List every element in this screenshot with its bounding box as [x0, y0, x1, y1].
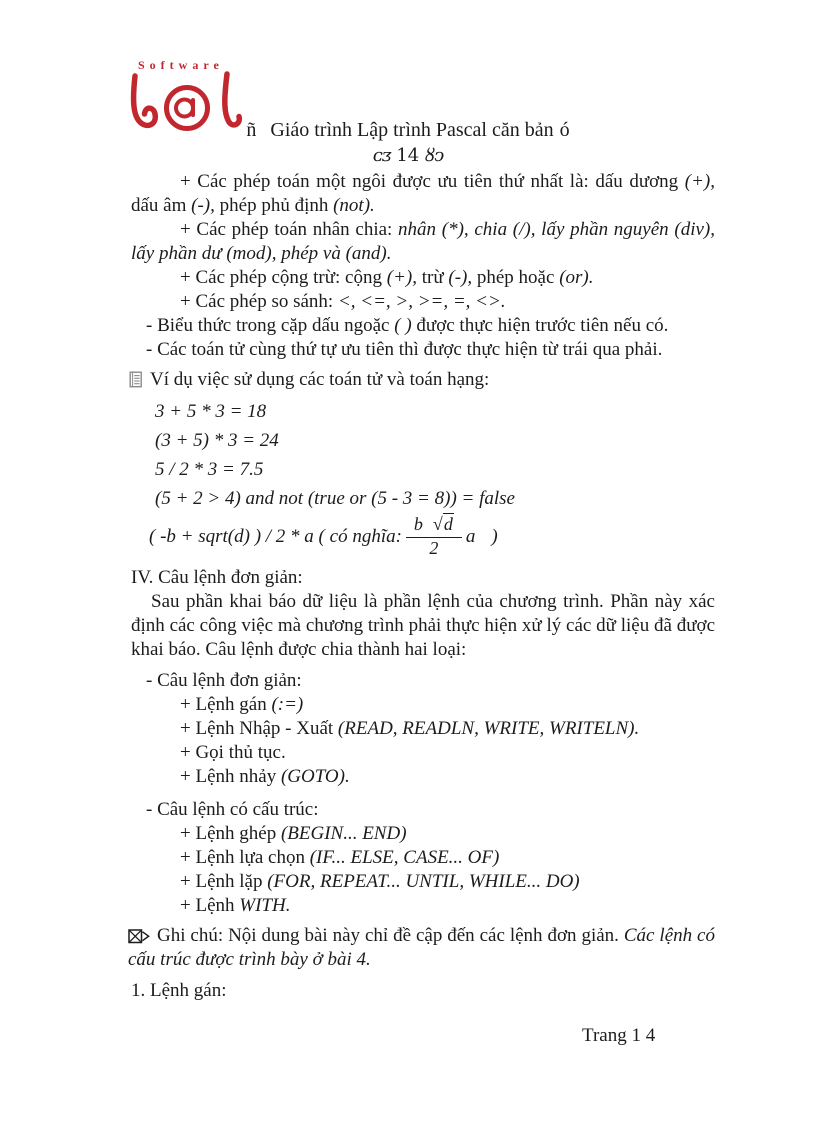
- section-heading: IV. Câu lệnh đơn giản:: [131, 567, 303, 588]
- page-number-ornament: [0, 145, 816, 166]
- formula-close-paren: ): [491, 526, 498, 547]
- paragraph: [131, 218, 715, 266]
- radical-sign: √: [432, 514, 443, 535]
- content-column: [128, 170, 715, 1003]
- note-paragraph: [128, 924, 715, 972]
- text-run: + Lệnh lặp: [180, 871, 268, 892]
- text-run: + Lệnh ghép: [180, 823, 281, 844]
- paragraph: [131, 846, 715, 870]
- text-run: + Các phép toán nhân chia:: [180, 219, 399, 240]
- paragraph: [131, 314, 715, 338]
- text-run: - Câu lệnh có cấu trúc:: [146, 799, 319, 820]
- paragraph: [131, 870, 715, 894]
- paragraph: [131, 338, 715, 362]
- text-run: + Lệnh Nhập - Xuất: [180, 718, 338, 739]
- paragraph: [131, 717, 715, 741]
- formula-prefix: ( -b + sqrt(d) ) / 2 * a ( có nghĩa:: [149, 526, 402, 547]
- page-number-decorated: 14: [396, 145, 420, 166]
- text-run: <, <=, >, >=, =, <>.: [337, 291, 506, 312]
- text-run: - Biểu thức trong cặp dấu ngoặc: [146, 315, 395, 336]
- square-root: [433, 514, 454, 534]
- fraction: [406, 515, 462, 559]
- text-run: Ghi chú: Nội dung bài này chỉ đề cập đến các lệnh đơn giản.: [157, 925, 624, 946]
- text-run: phép hoặc: [472, 267, 560, 288]
- logo-software-text: Software: [138, 58, 224, 72]
- example-line: 3 + 5 * 3 = 18: [155, 401, 267, 422]
- text-run: (not).: [333, 195, 375, 216]
- icon-paragraph: [128, 368, 715, 392]
- example-line: (5 + 2 > 4) and not (true or (5 - 3 = 8)) = false: [155, 488, 515, 509]
- notepad-icon: [128, 371, 143, 388]
- text-run: + Lệnh nhảy: [180, 766, 281, 787]
- text-run: được thực hiện trước tiên nếu có.: [411, 315, 669, 336]
- title-text: Giáo trình Lập trình Pascal căn bản: [270, 119, 554, 141]
- text-run: + Lệnh gán: [180, 694, 272, 715]
- text-run: Sau phần khai báo dữ liệu là phần lệnh của chương trình. Phần này xác định các công việc mà chương trình phải thực hiện xử lý các dữ liệu đã được khai báo. Câu lệnh được chia thành hai loại:: [131, 591, 715, 660]
- paragraph: [131, 741, 715, 765]
- text-run: trừ: [416, 267, 449, 288]
- text-run: (+),: [386, 267, 417, 288]
- ornament-right: ȣↄ: [425, 145, 444, 166]
- text-run: (+),: [684, 171, 715, 192]
- examples-group: [131, 400, 715, 511]
- page-footer: Trang 1 4: [582, 1025, 656, 1046]
- text-run: phép phủ định: [219, 195, 334, 216]
- text-run: (-),: [191, 195, 220, 216]
- paragraph: [131, 822, 715, 846]
- text-run: dấu âm: [131, 195, 192, 216]
- fraction-denominator: 2: [406, 537, 462, 559]
- example-line: (3 + 5) * 3 = 24: [155, 430, 279, 451]
- text-run: (IF... ELSE, CASE... OF): [309, 847, 500, 868]
- note-marker-icon: [128, 929, 150, 944]
- paragraph: [131, 290, 715, 314]
- text-run: (:=): [271, 694, 304, 715]
- ornament-left: ᴄᴣ: [372, 145, 391, 166]
- title-prefix-ornament: ñ: [246, 119, 257, 141]
- paragraph: [131, 170, 715, 218]
- text-run: (or).: [559, 267, 594, 288]
- text-run: - Các toán tử cùng thứ tự ưu tiên thì được thực hiện từ trái qua phải.: [146, 339, 663, 360]
- paragraph: [131, 798, 715, 822]
- text-run: + Lệnh: [180, 895, 240, 916]
- paragraph: [131, 266, 715, 290]
- paragraph: [131, 669, 715, 693]
- text-run: + Các phép so sánh:: [180, 291, 338, 312]
- text-run: (READ, READLN, WRITE, WRITELN).: [337, 718, 640, 739]
- text-run: Các lệnh có cấu trúc được trình bày ở bài 4.: [128, 925, 715, 970]
- text-run: Ví dụ việc sử dụng các toán tử và toán hạng:: [150, 369, 490, 390]
- text-run: + Lệnh lựa chọn: [180, 847, 310, 868]
- formula-line: [131, 515, 715, 559]
- paragraph: [131, 590, 715, 662]
- text-run: (GOTO).: [280, 766, 350, 787]
- formula-after: a: [465, 526, 476, 547]
- text-run: - Câu lệnh đơn giản:: [146, 670, 302, 691]
- title-suffix-ornament: ó: [559, 119, 570, 141]
- text-run: WITH.: [239, 895, 291, 916]
- numerator-term: b: [413, 514, 423, 535]
- document-title: [0, 119, 816, 142]
- text-run: (FOR, REPEAT... UNTIL, WHILE... DO): [267, 871, 580, 892]
- text-run: ( ): [394, 315, 412, 336]
- text-run: nhân (*), chia (/), lấy phần nguyên (div), lấy phần dư (mod), phép và (and).: [131, 219, 715, 264]
- example-line: 5 / 2 * 3 = 7.5: [155, 459, 264, 480]
- fraction-numerator: [406, 515, 462, 537]
- paragraph: [131, 894, 715, 918]
- paragraph: [131, 765, 715, 789]
- text-run: + Các phép cộng trừ: cộng: [180, 267, 387, 288]
- section-heading: 1. Lệnh gán:: [131, 980, 227, 1001]
- text-run: (BEGIN... END): [280, 823, 407, 844]
- text-run: + Gọi thủ tục.: [180, 742, 286, 763]
- radicand: d: [443, 514, 453, 535]
- paragraph: [131, 693, 715, 717]
- text-run: (-),: [448, 267, 473, 288]
- text-run: + Các phép toán một ngôi được ưu tiên thứ nhất là: dấu dương: [180, 171, 685, 192]
